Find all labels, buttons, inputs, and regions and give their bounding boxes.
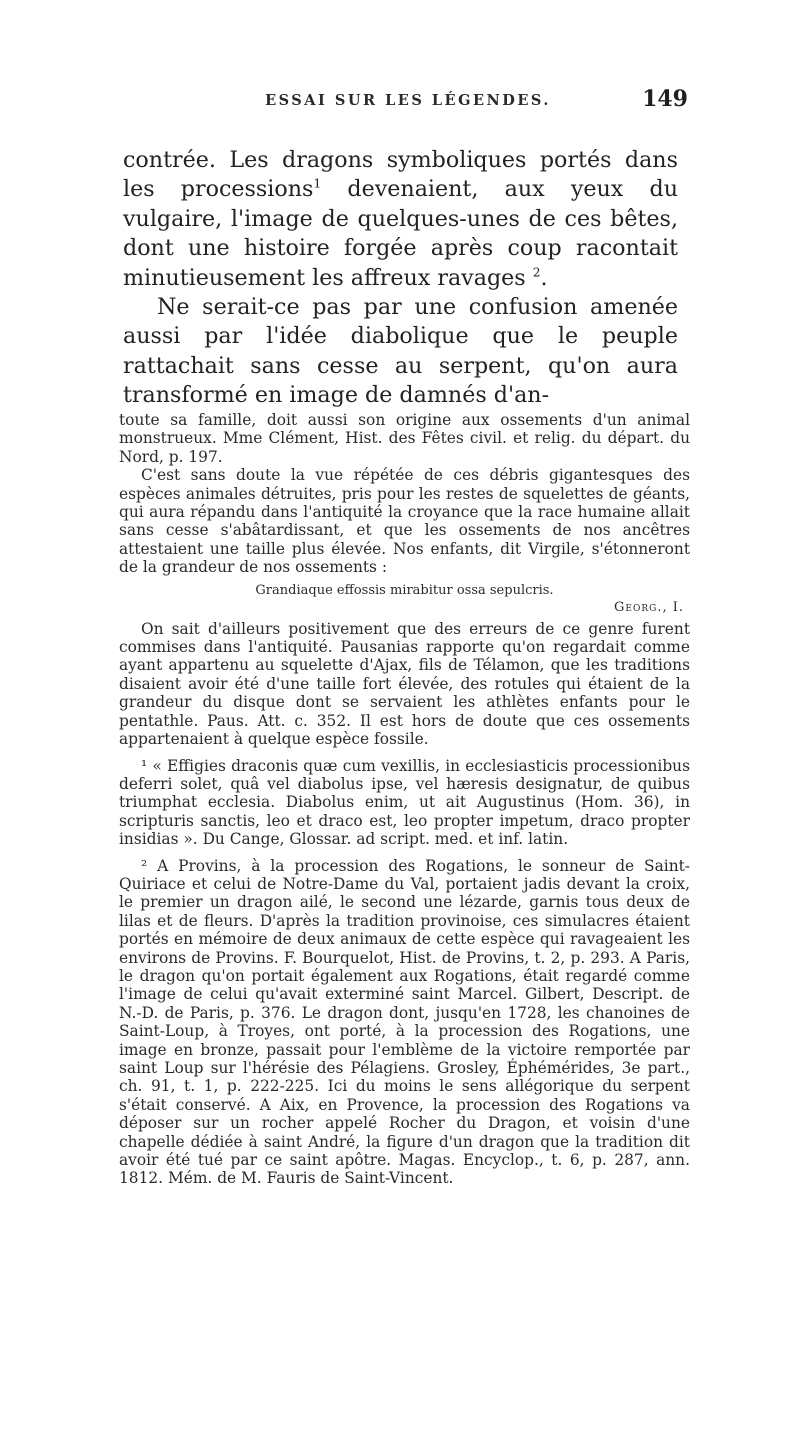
footnote-ref-2: 2 xyxy=(532,265,541,280)
footnote-2: ² A Provins, à la procession des Rogations, le sonneur de Saint-Quiriace et celui de Notre-Dame du Val, portaient jadis devant la croix, le premier un dragon ailé, le second une lézarde, garnis tous deux de lilas et de fleurs. D'après la tradition provinoise, ces simulacres étaient portés en mémoire de deux animaux de cette espèce qui ravageaient les environs de Provins. F. Bourquelot, Hist. de Provins, t. 2, p. 293. A Paris, le dragon qu'on portait également aux Rogations, était regardé comme l'image de celui qu'avait exterminé saint Marcel. Gilbert, Descript. de N.-D. de Paris, p. 376. Le dragon dont, jusqu'en 1728, les chanoines de Saint-Loup, à Troyes, ont porté, à la procession des Rogations, une image en bronze, passait pour l'emblème de la victoire remportée par saint Loup sur l'hérésie des Pélagiens. Grosley, Éphémérides, 3e part., ch. 91, t. 1, p. 222-225. Ici du moins le sens allégorique du serpent s'était conservé. A Aix, en Provence, la procession des Rogations va déposer sur un rocher appelé Rocher du Dragon, et voisin d'une chapelle dédiée à saint André, la figure d'un dragon que la tradition dit avoir été tué par ce saint apôtre. Magas. Encyclop., t. 6, p. 287, ann. 1812. Mém. de M. Fauris de Saint-Vincent. xyxy=(119,856,690,1188)
latin-quote: Grandiaque effossis mirabitur ossa sepulcris. xyxy=(255,582,554,598)
main-text xyxy=(123,146,678,411)
running-title: ESSAI SUR LES LÉGENDES. xyxy=(265,92,551,109)
main-paragraph-1-text-a: contrée. Les dragons symboliques portés dans les processions xyxy=(123,147,678,203)
main-paragraph-1-end: . xyxy=(540,264,548,291)
note-paragraph-3: On sait d'ailleurs positivement que des erreurs de ce genre furent commises dans l'antiquité. Pausanias rapporte qu'on regardait comme ayant appartenu au squelette d'Ajax, fils de Télamon, que les traditions disaient avoir été d'une taille fort élevée, des rotules qui étaient de la grandeur du disque dont se servaient les athlètes enfants pour le pentathle. Paus. Att. c. 352. Il est hors de doute que ces ossements appartenaient à quelque espèce fossile. xyxy=(119,619,690,749)
quote-source: Georg., I. xyxy=(614,599,684,615)
footnotes xyxy=(119,411,690,1188)
note-paragraph-2: C'est sans doute la vue répétée de ces débris gigantesques des espèces animales détruites, pris pour les restes de squelettes de géants, qui aura répandu dans l'antiquité la croyance que la race humaine allait sans cesse s'abâtardissant, et que les ossements de nos ancêtres attestaient une taille plus élevée. Nos enfants, dit Virgile, s'étonneront de la grandeur de nos ossements : xyxy=(119,466,690,577)
page-header xyxy=(128,86,688,120)
main-paragraph-2: Ne serait-ce pas par une confusion amenée aussi par l'idée diabolique que le peuple rattachait sans cesse au serpent, qu'on aura transformé en image de damnés d'an- xyxy=(123,294,678,409)
page-number: 149 xyxy=(642,86,688,112)
main-paragraph-1 xyxy=(123,146,678,293)
note-continuation: toute sa famille, doit aussi son origine aux ossements d'un animal monstrueux. Mme Clément, Hist. des Fêtes civil. et relig. du départ. du Nord, p. 197. xyxy=(119,411,690,466)
main-paragraph-1-text-b: devenaient, aux yeux du vulgaire, l'image de quelques-unes de ces bêtes, dont une histoire forgée après coup racontait minutieusement les affreux ravages xyxy=(123,176,678,291)
footnote-ref-1: 1 xyxy=(313,177,322,192)
footnote-1: ¹ « Effigies draconis quæ cum vexillis, in ecclesiasticis processionibus deferri solet, quâ vel diabolus ipse, vel hæresis designatur, de quibus triumphat ecclesia. Diabolus enim, ut ait Augustinus (Hom. 36), in scripturis sanctis, leo et draco est, leo propter impetum, draco propter insidias ». Du Cange, Glossar. ad script. med. et inf. latin. xyxy=(119,756,690,849)
